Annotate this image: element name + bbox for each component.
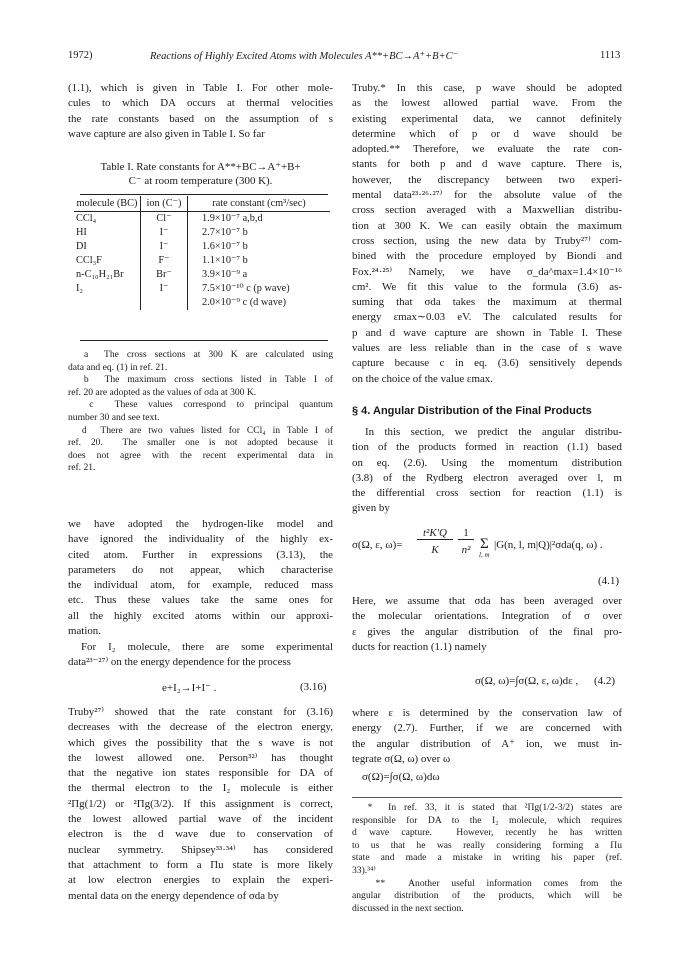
text-line: etc. Thus these values take the same ones for bbox=[68, 594, 333, 607]
eq-4-1 bbox=[352, 527, 622, 567]
note-line: ** Another useful information comes from the bbox=[352, 877, 622, 889]
note-line: b The maximum cross sections listed in Table I of bbox=[68, 374, 333, 386]
cell-molecule: I₂ bbox=[74, 282, 141, 296]
cell-rate: 1.1×10⁻⁷ b bbox=[202, 255, 248, 266]
table-row bbox=[74, 268, 330, 282]
text-line: Truby²⁷⁾ showed that the rate constant for (3.16) bbox=[68, 706, 333, 718]
text-line: given by bbox=[352, 502, 390, 515]
cell-ion: I⁻ bbox=[141, 240, 188, 254]
text-line: cross section, using the new data by Truby²⁷⁾ com- bbox=[352, 234, 622, 247]
cell-ion: I⁻ bbox=[141, 282, 188, 296]
text-line: data²³⁻²⁷⁾ on the energy dependence for the process bbox=[68, 656, 291, 669]
text-line: tion at 300 K. We can easily obtain the maximum bbox=[352, 219, 622, 232]
text-line: that attachment to form a Πu state is more likely bbox=[68, 858, 333, 871]
note-line: discussed in the next section. bbox=[352, 902, 464, 914]
text-line: the thermal electron to the I₂ molecule is either bbox=[68, 782, 333, 795]
text-line: the individual atom, for example, reduced mass bbox=[68, 579, 333, 592]
text-line: the angular distribution of A⁺ ion, we must in- bbox=[352, 737, 622, 750]
text-line: the lowest allowed one. Person³²⁾ has thought bbox=[68, 751, 333, 764]
note-line: a The cross sections at 300 K are calculated using bbox=[68, 349, 333, 360]
text-line: have ignored the individuality of the highly ex- bbox=[68, 533, 333, 546]
text-line: stants for both p and d wave capture. There is, bbox=[352, 158, 622, 171]
text-line: (1.1), which is given in Table I. For other mole- bbox=[68, 82, 333, 94]
eq41-rhs: |G(n, l, m|Q)|²σda(q, ω) . bbox=[494, 539, 603, 551]
right-para-3 bbox=[352, 594, 622, 655]
eq41-den: K bbox=[431, 544, 439, 556]
footnote-rule bbox=[352, 797, 622, 798]
eq-3-16-label: (3.16) bbox=[300, 681, 327, 693]
text-line: cross section averaged with a Maxwellian distribu- bbox=[352, 204, 622, 217]
right-para-2 bbox=[352, 425, 622, 517]
text-line: on eq. (2.6). Using the momentum distribution bbox=[352, 456, 622, 469]
cell-ion: Cl⁻ bbox=[141, 212, 188, 227]
text-line: (3.8) of the Rydberg electron averaged over l, m bbox=[352, 471, 622, 484]
table-row bbox=[74, 282, 330, 296]
left-para-3 bbox=[68, 705, 333, 904]
text-line: mental data²³·²⁶·²⁷⁾ for the absolute value of the bbox=[352, 189, 622, 202]
text-line: Here, we assume that σda has been averaged over bbox=[352, 595, 622, 607]
footnotes bbox=[352, 802, 622, 915]
table-notes bbox=[68, 349, 333, 475]
right-para-1 bbox=[352, 81, 622, 387]
text-line: energy εmax∼0.03 eV. The calculated results for bbox=[352, 311, 622, 324]
text-line: on the choice of the value εmax. bbox=[352, 372, 493, 385]
text-line: Truby.* In this case, p wave should be adopted bbox=[352, 82, 622, 94]
note-line: d wave capture. However, recently he has written bbox=[352, 827, 622, 839]
text-line: wave capture are also given in Table I. So far bbox=[68, 127, 265, 140]
table-1 bbox=[74, 196, 330, 310]
note-line: angular distribution of the products, which will be bbox=[352, 890, 622, 902]
note-line: ref. 21. bbox=[68, 462, 96, 474]
table-caption bbox=[68, 160, 333, 188]
text-line: adopted.** Therefore, we evaluate the rate con- bbox=[352, 143, 622, 156]
text-line: cules to which DA occurs at thermal velocities bbox=[68, 97, 333, 110]
text-line: which gives the possibility that the s wave is not bbox=[68, 736, 333, 749]
text-line: tion of the products formed in reaction (1.1) based bbox=[352, 441, 622, 454]
cell-ion bbox=[141, 296, 188, 310]
text-line: ε gives the angular distribution of the final pro- bbox=[352, 625, 622, 638]
note-line: to us that he was really considering forming a Πu bbox=[352, 839, 622, 851]
header-year: 1972) bbox=[68, 50, 93, 61]
text-line: p and d wave capture are shown in Table I. These bbox=[352, 326, 622, 339]
eq41-sum: Σ bbox=[480, 536, 489, 552]
left-para-1 bbox=[68, 517, 333, 639]
text-line: mation. bbox=[68, 625, 101, 638]
note-line: c These values correspond to principal quantum bbox=[68, 399, 333, 411]
left-para-2 bbox=[68, 640, 333, 671]
note-line: * In ref. 33, it is stated that ²Πg(1/2-3/2) states are bbox=[352, 802, 622, 813]
eq-4-2-label: (4.2) bbox=[594, 675, 616, 687]
cell-molecule: CCl₃F bbox=[74, 254, 141, 268]
text-line: Fox.²⁴·²⁵⁾ Namely, we have σ_da^max=1.4×10⁻¹⁶ bbox=[352, 265, 622, 278]
text-line: at low electron energies to explain the experi- bbox=[68, 874, 333, 887]
eq41-num: t²K'Q bbox=[417, 527, 453, 540]
text-line: all the highly excited atoms within our approxi- bbox=[68, 609, 333, 622]
cell-molecule: DI bbox=[74, 240, 141, 254]
text-line: cm². We fit this value to the formula (3.6) as- bbox=[352, 280, 622, 293]
th-rate: rate constant (cm³/sec) bbox=[212, 198, 306, 209]
text-line: that the negative ion states responsible for DA of bbox=[68, 767, 333, 780]
cell-molecule: CCl₄ bbox=[74, 212, 141, 227]
text-line: where ε is determined by the conservation law of bbox=[352, 707, 622, 719]
th-molecule: molecule (BC) bbox=[74, 196, 141, 212]
note-line: state and made a mistake in writing his paper (ref. bbox=[352, 852, 622, 864]
cell-ion: F⁻ bbox=[141, 254, 188, 268]
cell-rate: 7.5×10⁻¹⁰ c (p wave) bbox=[202, 283, 290, 294]
cell-ion: Br⁻ bbox=[141, 268, 188, 282]
text-line: In this section, we predict the angular distribu- bbox=[365, 426, 622, 438]
table-row bbox=[74, 212, 330, 227]
text-line: we have adopted the hydrogen-like model and bbox=[68, 518, 333, 530]
right-para-4 bbox=[352, 706, 622, 767]
text-line: values are less reliable than in the case of s wave bbox=[352, 342, 622, 355]
text-line: determine which of p or d wave should be bbox=[352, 127, 622, 140]
caption-line: Table I. Rate constants for A**+BC→A⁺+B+ bbox=[100, 161, 301, 173]
table-top-rule bbox=[80, 194, 328, 195]
eq41-sumsub: l, m bbox=[479, 551, 490, 559]
cell-rate: 3.9×10⁻⁹ a bbox=[202, 269, 248, 280]
cell-molecule: n-C₁₀H₂₁Br bbox=[74, 268, 141, 282]
cell-molecule bbox=[74, 296, 141, 310]
note-line: number 30 and see text. bbox=[68, 411, 160, 423]
text-line: capture because c in eq. (3.6) sensitively depends bbox=[352, 357, 622, 370]
cell-rate: 1.9×10⁻⁷ a,b,d bbox=[202, 213, 263, 224]
eq-4-1-label: (4.1) bbox=[598, 575, 620, 587]
eq-4-2: σ(Ω, ω)=∫σ(Ω, ε, ω)dε , bbox=[475, 675, 579, 687]
eq41-lhs: σ(Ω, ε, ω)= bbox=[352, 539, 403, 551]
note-line: does not agree with the recent experimental data in bbox=[68, 449, 333, 461]
eq-3-16: e+I₂→I+I⁻ . bbox=[162, 682, 217, 694]
eq-4-3: σ(Ω)=∫σ(Ω, ω)dω bbox=[362, 771, 440, 783]
text-line: electron is the d wave due to conservation of bbox=[68, 828, 333, 841]
text-line: For I₂ molecule, there are some experimental bbox=[81, 641, 333, 653]
table-row bbox=[74, 296, 330, 310]
text-line: the molecular orientations. Integration of σ over bbox=[352, 610, 622, 623]
note-line: d There are two values listed for CCl₄ in Table I of bbox=[68, 424, 333, 436]
cell-rate: 2.0×10⁻⁹ c (d wave) bbox=[202, 297, 287, 308]
cell-ion: I⁻ bbox=[141, 226, 188, 240]
eq41-n2: n² bbox=[461, 544, 471, 556]
text-line: mental data on the energy dependence of σda by bbox=[68, 889, 279, 902]
text-line: energy (2.7). Further, if we are concerned with bbox=[352, 722, 622, 735]
note-line: 33).³⁴⁾ bbox=[352, 864, 376, 876]
section-heading: § 4. Angular Distribution of the Final Products bbox=[352, 405, 592, 417]
eq41-n1: 1 bbox=[458, 527, 474, 540]
page-number: 1113 bbox=[600, 50, 621, 61]
table-row bbox=[74, 254, 330, 268]
left-intro bbox=[68, 81, 333, 142]
cell-molecule: HI bbox=[74, 226, 141, 240]
text-line: ducts for reaction (1.1) namely bbox=[352, 640, 487, 653]
text-line: the lowest allowed partial wave of the incident bbox=[68, 813, 333, 826]
text-line: suming that σda takes the maximum at thermal bbox=[352, 296, 622, 309]
text-line: existing experimental data, we cannot definitely bbox=[352, 112, 622, 125]
text-line: decreases with the decrease of the electron energy, bbox=[68, 721, 333, 734]
caption-line: C⁻ at room temperature (300 K). bbox=[128, 175, 273, 187]
text-line: however, the discrepancy between two experi- bbox=[352, 173, 622, 186]
text-line: the differential cross section for reaction (1.1) is bbox=[352, 487, 622, 500]
text-line: bined with the procedure employed by Biondi and bbox=[352, 250, 622, 263]
text-line: nuclear symmetry. Shipsey³³·³⁴⁾ has considered bbox=[68, 843, 333, 856]
note-line: ref. 20 are adopted as the values of σda at 300 K. bbox=[68, 386, 257, 398]
table-bottom-rule bbox=[80, 340, 328, 341]
cell-rate: 1.6×10⁻⁷ b bbox=[202, 241, 248, 252]
text-line: ²Πg(1/2) or ²Πg(3/2). If this assignment is correct, bbox=[68, 797, 333, 810]
text-line: the rate constants based on the assumption of s bbox=[68, 112, 333, 125]
text-line: tegrate σ(Ω, ω) over ω bbox=[352, 752, 451, 765]
cell-rate: 2.7×10⁻⁷ b bbox=[202, 227, 248, 238]
running-title: Reactions of Highly Excited Atoms with Molecules A**+BC→A⁺+B+C⁻ bbox=[150, 51, 459, 62]
text-line: cited atom. Further in expressions (3.13), the bbox=[68, 548, 333, 561]
text-line: as the lowest allowed partial wave. From the bbox=[352, 97, 622, 110]
table-row bbox=[74, 240, 330, 254]
note-line: responsible for DA to the I₂ molecule, which requires bbox=[352, 814, 622, 826]
th-ion: ion (C⁻) bbox=[141, 196, 188, 212]
note-line: data and eq. (1) in ref. 21. bbox=[68, 361, 168, 373]
note-line: ref. 20. The smaller one is not adopted because it bbox=[68, 437, 333, 449]
text-line: parameters do not appear, which characterise bbox=[68, 563, 333, 576]
table-row bbox=[74, 226, 330, 240]
